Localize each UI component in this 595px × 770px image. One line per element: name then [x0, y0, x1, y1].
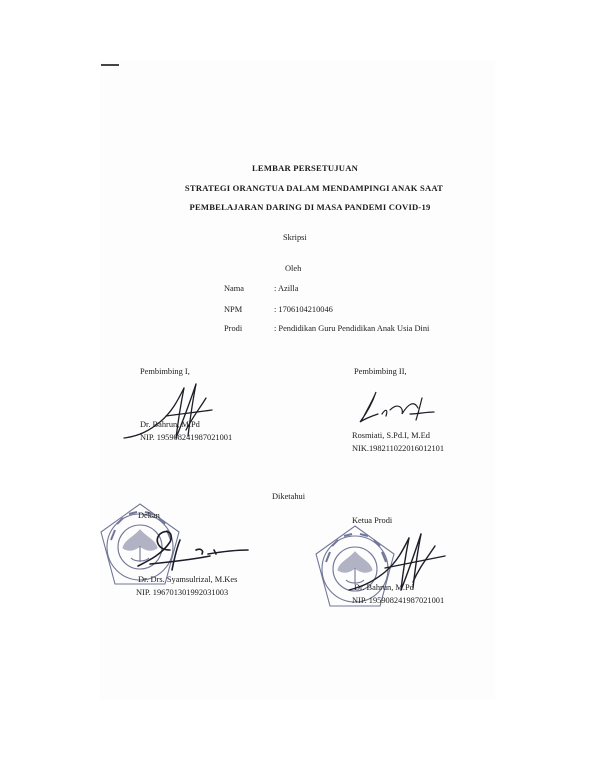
prodi-value: : Pendidikan Guru Pendidikan Anak Usia Dini	[274, 324, 430, 333]
prodi-label: Prodi	[224, 324, 243, 333]
dean-id: NIP. 196701301992031003	[136, 588, 229, 597]
npm-label: NPM	[224, 305, 243, 314]
advisor-1-id: NIP. 195908241987021001	[140, 433, 233, 442]
dean-role: Dekan	[138, 511, 160, 520]
name-label: Nama	[224, 284, 244, 293]
page-edge-mark	[101, 64, 119, 66]
by-label: Oleh	[285, 264, 302, 273]
name-value: : Azilla	[274, 284, 299, 293]
document-type: Skripsi	[283, 233, 307, 242]
dean-signature	[130, 520, 260, 580]
advisor-2-signature	[352, 388, 442, 428]
npm-value: : 1706104210046	[274, 305, 333, 314]
advisor-2-role: Pembimbing II,	[354, 367, 407, 376]
document-heading: LEMBAR PERSETUJUAN	[251, 163, 359, 173]
head-role: Ketua Prodi	[352, 516, 393, 525]
head-id: NIP. 195908241987021001	[352, 596, 445, 605]
dean-name: Dr. Drs. Syamsulrizal, M.Kes	[138, 575, 238, 584]
advisor-2-id: NIK.198211022016012101	[352, 444, 445, 453]
advisor-2-name: Rosmiati, S.Pd.I, M.Ed	[352, 431, 430, 440]
head-name: Dr. Bahrun, M.Pd	[354, 583, 414, 592]
advisor-1-name: Dr. Bahrun, M.Pd	[140, 420, 200, 429]
acknowledged-label: Diketahui	[272, 492, 306, 501]
thesis-title-line-2: PEMBELAJARAN DARING DI MASA PANDEMI COVID-19	[189, 202, 431, 212]
advisor-1-role: Pembimbing I,	[140, 367, 190, 376]
thesis-title-line-1: STRATEGI ORANGTUA DALAM MENDAMPINGI ANAK SAAT	[184, 183, 444, 193]
